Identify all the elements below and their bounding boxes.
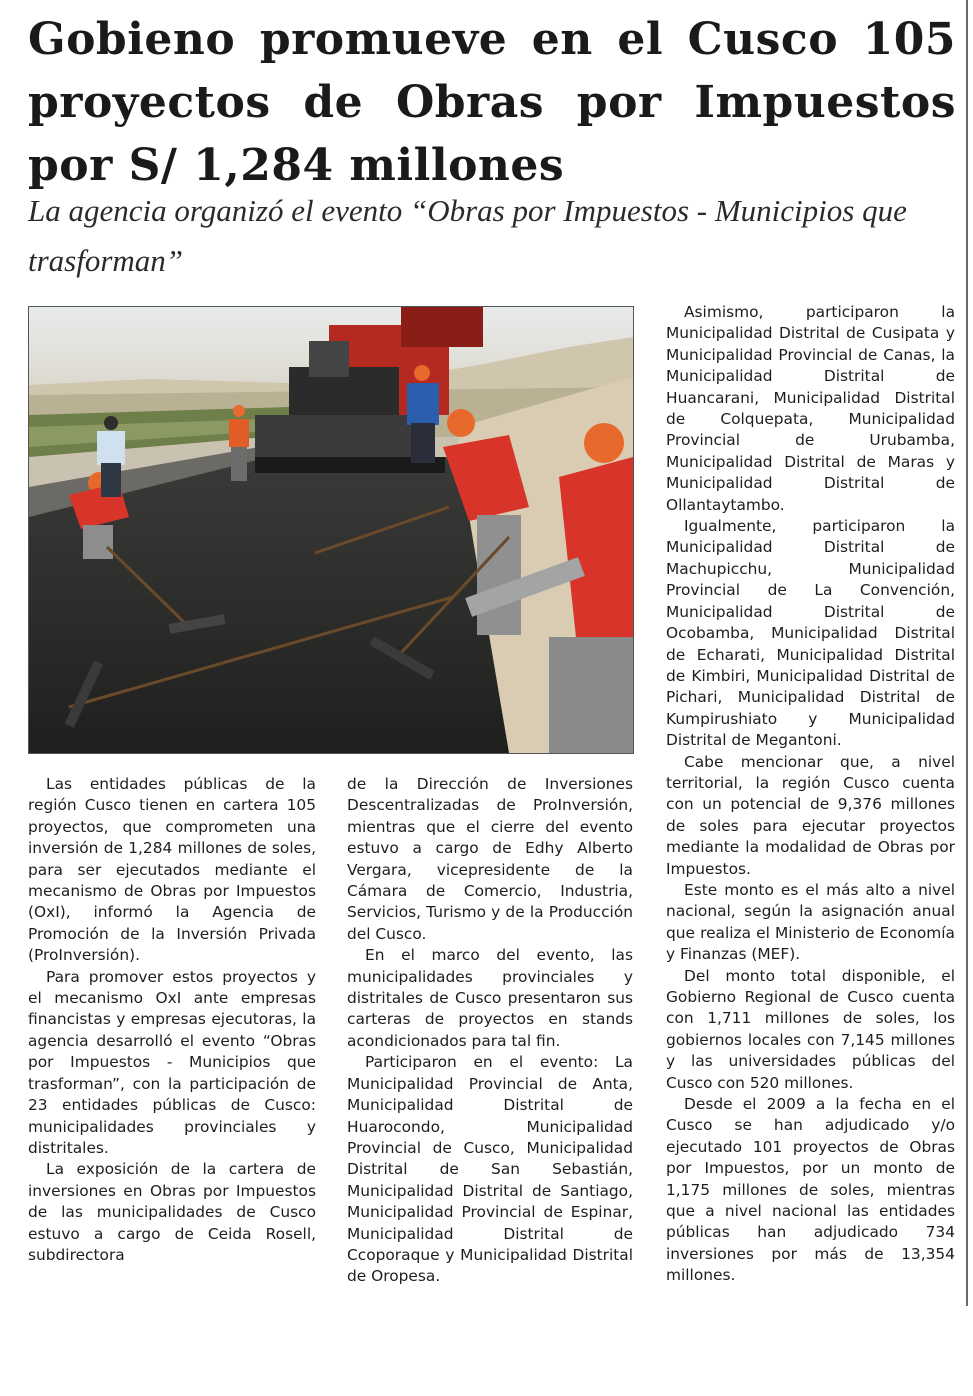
body-column-2 <box>347 774 633 1288</box>
body-column-3 <box>666 302 955 1287</box>
article-photo <box>28 306 634 754</box>
paragraph: Desde el 2009 a la fecha en el Cusco se han adjudicado y/o ejecutado 101 proyectos de Obras por Impuestos, por un monto de 1,175 millones de soles, mientras que a nivel nacional las entidades públicas han adjudicado 734 inversiones por más de 13,354 millones. <box>666 1095 955 1285</box>
paragraph: La exposición de la cartera de inversiones en Obras por Impuestos de las municipalidades de Cusco estuvo a cargo de Ceida Rosell, subdirectora <box>28 1160 316 1264</box>
paragraph: Asimismo, participaron la Municipalidad Distrital de Cusipata y Municipalidad Provincial de Canas, la Municipalidad Distrital de Huancarani, Municipalidad Distrital de Colquepata, Municipalidad Provincial de Urubamba, Municipalidad Distrital de Maras y Municipalidad Distrital de Ollantaytambo. <box>666 303 955 514</box>
paragraph: Para promover estos proyectos y el mecanismo OxI ante empresas financistas y empresas ejecutoras, la agencia desarrolló el evento “Obras por Impuestos - Municipios que trasforman”, con la participación de 23 entidades públicas de Cusco: municipalidades provinciales y distritales. <box>28 967 316 1157</box>
paragraph: Igualmente, participaron la Municipalidad Distrital de Machupicchu, Municipalidad Provincial de La Convención, Municipalidad Distrital de Ocobamba, Municipalidad Distrital de Echarati, Municipalidad Distrital de Kimbiri, Municipalidad Distrital de Pichari, Municipalidad Distrital de Kumpirushiato y Municipalidad Distrital de Megantoni. <box>666 517 955 750</box>
body-column-1 <box>28 774 316 1266</box>
paragraph: Del monto total disponible, el Gobierno Regional de Cusco cuenta con 1,711 millones de soles, los gobiernos locales con 7,145 millones y las universidades públicas del Cusco con 520 millones. <box>666 966 955 1092</box>
paragraph: de la Dirección de Inversiones Descentralizadas de ProInversión, mientras que el cierre del evento estuvo a cargo de Edhy Alberto Vergara, vicepresidente de la Cámara de Comercio, Industria, Servicios, Turismo y de la Producción del Cusco. <box>347 775 633 943</box>
paragraph: En el marco del evento, las municipalidades provinciales y distritales de Cusco presentaron sus carteras de proyectos en stands acondicionados para tal fin. <box>347 946 633 1050</box>
paragraph: Cabe mencionar que, a nivel territorial, la región Cusco cuenta con un potencial de 9,376 millones de soles para ejecutar proyectos mediante la modalidad de Obras por Impuestos. <box>666 752 955 878</box>
paragraph: Participaron en el evento: La Municipalidad Provincial de Anta, Municipalidad Distrital de Huarocondo, Municipalidad Provincial de Cusco, Municipalidad Distrital de San Sebastián, Municipalidad Distrital de Santiago, Municipalidad Provincial de Espinar, Municipalidad Distrital de Ccoporaque y Municipalidad Distrital de Oropesa. <box>347 1053 633 1286</box>
paragraph: Las entidades públicas de la región Cusco tienen en cartera 105 proyectos, que comprometen una inversión de 1,284 millones de soles, para ser ejecutados mediante el mecanismo de Obras por Impuestos (OxI), informó la Agencia de Promoción de la Inversión Privada (ProInversión). <box>28 775 316 965</box>
page-edge-rule <box>966 0 968 1306</box>
paragraph: Este monto es el más alto a nivel nacional, según la asignación anual que realiza el Ministerio de Economía y Finanzas (MEF). <box>666 880 955 964</box>
road-paving-photo <box>29 307 633 753</box>
headline: Gobieno promueve en el Cusco 105 proyectos de Obras por Impuestos por S/ 1,284 millones <box>28 14 956 191</box>
subtitle: La agencia organizó el evento “Obras por Impuestos - Municipios que trasforman” <box>28 193 907 278</box>
